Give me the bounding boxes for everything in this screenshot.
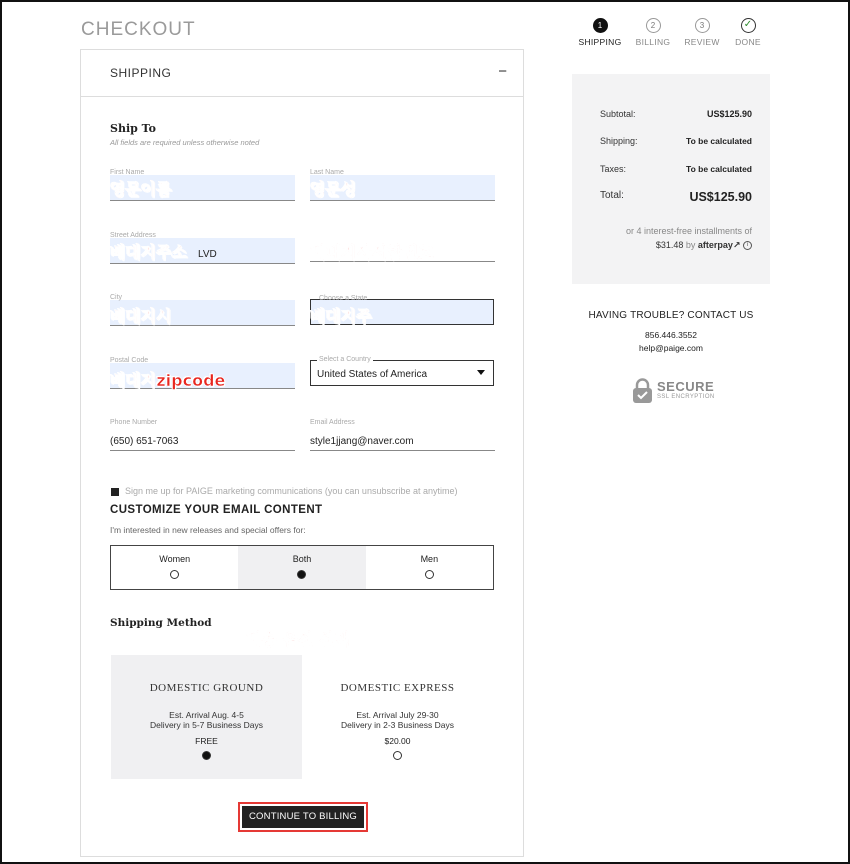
radio-button[interactable] xyxy=(170,570,179,579)
continue-label: CONTINUE TO BILLING xyxy=(242,806,364,828)
annotation-state: 배대지주 xyxy=(310,307,372,326)
radio-button[interactable] xyxy=(202,751,211,760)
annotation-city: 배대지시 xyxy=(110,307,172,326)
summary-label: Shipping: xyxy=(600,136,638,146)
option-name: DOMESTIC GROUND xyxy=(149,682,264,694)
shipping-panel-header[interactable] xyxy=(81,50,523,97)
info-icon[interactable]: i xyxy=(743,241,752,250)
field-label: First Name xyxy=(110,169,145,176)
ship-to-heading: Ship To xyxy=(110,122,156,135)
step-label: REVIEW xyxy=(684,37,720,47)
summary-value: US$125.90 xyxy=(689,190,752,204)
field-label: Phone Number xyxy=(110,419,158,426)
annotation-street: 배대지주소 xyxy=(110,243,188,262)
page-title: CHECKOUT xyxy=(81,19,196,40)
minus-icon[interactable]: − xyxy=(498,63,507,80)
annotation-apt: 배대지사서함번호 xyxy=(310,243,434,262)
help-phone[interactable]: 856.446.3552 xyxy=(645,330,697,340)
required-note: All fields are required unless otherwise noted xyxy=(110,138,260,147)
country-select[interactable] xyxy=(310,356,494,386)
order-summary xyxy=(572,74,770,284)
preference-label: Men xyxy=(420,554,439,564)
field-label: City xyxy=(110,294,123,301)
shipping-option-ground[interactable] xyxy=(111,655,302,779)
field-value: style1jjang@naver.com xyxy=(310,436,414,447)
email-field[interactable] xyxy=(310,419,495,451)
shipping-panel xyxy=(80,49,524,857)
secure-label: SECURE xyxy=(657,379,715,394)
summary-label: Subtotal: xyxy=(600,109,636,119)
help-email[interactable]: help@paige.com xyxy=(639,343,703,353)
preference-men[interactable] xyxy=(366,546,493,589)
summary-value: US$125.90 xyxy=(706,109,752,119)
annotation-first-name: 영문이름 xyxy=(110,180,172,199)
radio-button[interactable] xyxy=(297,570,306,579)
option-desc xyxy=(111,710,302,730)
step-done[interactable] xyxy=(723,18,773,47)
field-label: Email Address xyxy=(310,419,355,426)
step-label: DONE xyxy=(735,37,761,47)
afterpay-line: or 4 interest-free installments of xyxy=(625,226,752,236)
preference-both[interactable] xyxy=(238,546,365,589)
field-label: Last Name xyxy=(310,169,344,176)
option-delivery: Delivery in 2-3 Business Days xyxy=(341,720,454,730)
secure-badge xyxy=(633,377,733,407)
contact-help xyxy=(572,310,770,353)
step-review[interactable] xyxy=(677,18,727,47)
checkmark-icon: ✓ xyxy=(741,18,756,33)
step-shipping[interactable] xyxy=(575,18,625,47)
summary-value: To be calculated xyxy=(686,164,752,174)
annotation-last-name: 영문성 xyxy=(310,180,357,199)
checkout-steps xyxy=(575,18,775,54)
email-preference-group xyxy=(110,545,494,590)
field-label: Choose a State xyxy=(319,295,368,302)
signup-label: Sign me up for PAIGE marketing communications (you can unsubscribe at anytime) xyxy=(125,486,458,496)
radio-button[interactable] xyxy=(393,751,402,760)
step-label: SHIPPING xyxy=(578,37,622,47)
afterpay-by: by xyxy=(685,240,696,250)
option-arrival: Est. Arrival Aug. 4-5 xyxy=(169,710,244,720)
radio-button[interactable] xyxy=(425,570,434,579)
option-price: FREE xyxy=(195,736,218,746)
field-value: (650) 651-7063 xyxy=(110,436,179,447)
option-arrival: Est. Arrival July 29-30 xyxy=(356,710,439,720)
annotation-postal: 배대지zipcode xyxy=(110,371,226,390)
step-number: 2 xyxy=(646,18,661,33)
customize-email-heading: CUSTOMIZE YOUR EMAIL CONTENT xyxy=(110,504,323,516)
field-label: Select a Country xyxy=(319,356,371,363)
step-number: 3 xyxy=(695,18,710,33)
option-price: $20.00 xyxy=(384,736,411,746)
afterpay-mark-icon: ↗ xyxy=(732,240,741,250)
continue-to-billing-button[interactable] xyxy=(238,802,368,832)
phone-field[interactable] xyxy=(110,419,295,451)
section-title: SHIPPING xyxy=(110,66,172,80)
customize-email-subtext: I'm interested in new releases and special offers for: xyxy=(110,525,306,535)
step-billing[interactable] xyxy=(628,18,678,47)
option-delivery: Delivery in 5-7 Business Days xyxy=(150,720,263,730)
caret-down-icon xyxy=(477,370,485,375)
preference-label: Both xyxy=(292,554,312,564)
field-label: Postal Code xyxy=(110,357,149,364)
afterpay-amount: $31.48 xyxy=(655,240,684,250)
marketing-signup[interactable] xyxy=(111,486,457,496)
field-label: Street Address xyxy=(110,232,156,239)
annotation-method: 배송 옵션 선택 xyxy=(246,630,350,649)
summary-label: Taxes: xyxy=(600,164,627,174)
preference-label: Women xyxy=(159,554,191,564)
summary-label: Total: xyxy=(600,190,624,201)
step-number: 1 xyxy=(593,18,608,33)
shipping-method-heading: Shipping Method xyxy=(110,617,212,629)
option-name: DOMESTIC EXPRESS xyxy=(340,682,455,694)
field-value: United States of America xyxy=(317,369,428,380)
signup-checkbox[interactable] xyxy=(111,488,119,496)
secure-sub: SSL ENCRYPTION xyxy=(657,394,715,400)
step-label: BILLING xyxy=(635,37,671,47)
field-value: LVD xyxy=(198,249,217,260)
option-desc xyxy=(302,710,493,730)
lock-icon xyxy=(633,378,652,403)
help-title: HAVING TROUBLE? CONTACT US xyxy=(588,310,754,321)
shipping-option-express[interactable] xyxy=(302,655,493,779)
preference-women[interactable] xyxy=(111,546,238,589)
summary-value: To be calculated xyxy=(686,136,752,146)
afterpay-logo: afterpay xyxy=(697,240,733,250)
afterpay-info xyxy=(592,224,752,252)
